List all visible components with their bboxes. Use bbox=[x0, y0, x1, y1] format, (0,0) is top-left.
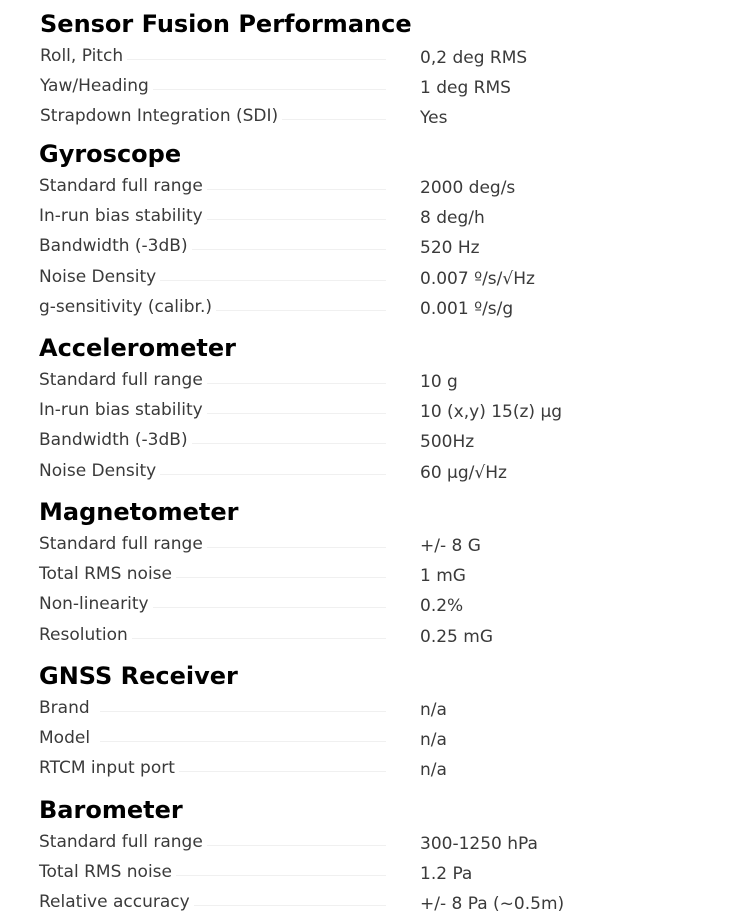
spec-label: Resolution bbox=[39, 625, 132, 645]
leader-line bbox=[100, 741, 386, 742]
spec-label: In-run bias stability bbox=[39, 400, 207, 420]
spec-label: Noise Density bbox=[39, 267, 160, 287]
spec-row bbox=[0, 694, 731, 724]
spec-row bbox=[0, 293, 731, 323]
section-magnetometer bbox=[0, 497, 731, 647]
section-title: Barometer bbox=[39, 796, 183, 824]
spec-value: 0.007 º/s/√Hz bbox=[420, 269, 535, 289]
spec-row bbox=[0, 72, 731, 102]
spec-value: 500Hz bbox=[420, 432, 475, 452]
spec-label: Standard full range bbox=[39, 832, 207, 852]
section-gnss-receiver bbox=[0, 661, 731, 780]
section-title: Sensor Fusion Performance bbox=[40, 10, 412, 38]
section-title: Magnetometer bbox=[39, 498, 239, 526]
spec-row bbox=[0, 754, 731, 784]
section-barometer bbox=[0, 795, 731, 914]
spec-label: Yaw/Heading bbox=[40, 76, 153, 96]
section-sensor-fusion bbox=[0, 9, 731, 128]
spec-row bbox=[0, 172, 731, 202]
spec-value: 60 µg/√Hz bbox=[420, 463, 507, 483]
spec-value: n/a bbox=[420, 730, 447, 750]
section-accelerometer bbox=[0, 333, 731, 483]
spec-label: Total RMS noise bbox=[39, 862, 176, 882]
spec-label: Roll, Pitch bbox=[40, 46, 127, 66]
spec-label: Brand bbox=[39, 698, 94, 718]
spec-value: 10 (x,y) 15(z) µg bbox=[420, 402, 563, 422]
spec-row bbox=[0, 396, 731, 426]
spec-row bbox=[0, 366, 731, 396]
spec-label: In-run bias stability bbox=[39, 206, 207, 226]
spec-row bbox=[0, 42, 731, 72]
spec-row bbox=[0, 263, 731, 293]
section-title: GNSS Receiver bbox=[39, 662, 238, 690]
spec-row bbox=[0, 590, 731, 620]
spec-row bbox=[0, 232, 731, 262]
spec-value: n/a bbox=[420, 760, 447, 780]
spec-value: 8 deg/h bbox=[420, 208, 485, 228]
spec-label: Bandwidth (-3dB) bbox=[39, 236, 192, 256]
spec-label: RTCM input port bbox=[39, 758, 179, 778]
spec-value: 0.001 º/s/g bbox=[420, 299, 514, 319]
spec-row bbox=[0, 102, 731, 132]
spec-row bbox=[0, 530, 731, 560]
section-title: Gyroscope bbox=[39, 140, 182, 168]
spec-row bbox=[0, 621, 731, 651]
section-title: Accelerometer bbox=[39, 334, 237, 362]
spec-label: Bandwidth (-3dB) bbox=[39, 430, 192, 450]
spec-label: Relative accuracy bbox=[39, 892, 194, 912]
leader-line bbox=[100, 638, 386, 639]
spec-value: 0.25 mG bbox=[420, 627, 493, 647]
spec-row bbox=[0, 426, 731, 456]
spec-value: 1.2 Pa bbox=[420, 864, 473, 884]
spec-row bbox=[0, 828, 731, 858]
spec-row bbox=[0, 560, 731, 590]
spec-value: 10 g bbox=[420, 372, 458, 392]
spec-label: Total RMS noise bbox=[39, 564, 176, 584]
section-gyroscope bbox=[0, 139, 731, 319]
spec-row bbox=[0, 457, 731, 487]
spec-value: 520 Hz bbox=[420, 238, 480, 258]
spec-value: +/- 8 G bbox=[420, 536, 481, 556]
leader-line bbox=[100, 59, 386, 60]
spec-value: 2000 deg/s bbox=[420, 178, 516, 198]
spec-value: 300-1250 hPa bbox=[420, 834, 538, 854]
spec-value: 0.2% bbox=[420, 596, 464, 616]
spec-label: Model bbox=[39, 728, 94, 748]
spec-label: Strapdown Integration (SDI) bbox=[40, 106, 282, 126]
spec-value: +/- 8 Pa (~0.5m) bbox=[420, 894, 565, 914]
spec-value: 1 deg RMS bbox=[420, 78, 511, 98]
spec-label: Standard full range bbox=[39, 534, 207, 554]
spec-value: n/a bbox=[420, 700, 447, 720]
spec-label: Standard full range bbox=[39, 176, 207, 196]
spec-label: Non-linearity bbox=[39, 594, 153, 614]
spec-value: 0,2 deg RMS bbox=[420, 48, 528, 68]
spec-row bbox=[0, 724, 731, 754]
spec-row bbox=[0, 858, 731, 888]
spec-row bbox=[0, 202, 731, 232]
spec-label: Standard full range bbox=[39, 370, 207, 390]
spec-label: g-sensitivity (calibr.) bbox=[39, 297, 216, 317]
spec-label: Noise Density bbox=[39, 461, 160, 481]
spec-value: 1 mG bbox=[420, 566, 466, 586]
leader-line bbox=[100, 711, 386, 712]
spec-value: Yes bbox=[420, 108, 448, 128]
spec-row bbox=[0, 888, 731, 918]
